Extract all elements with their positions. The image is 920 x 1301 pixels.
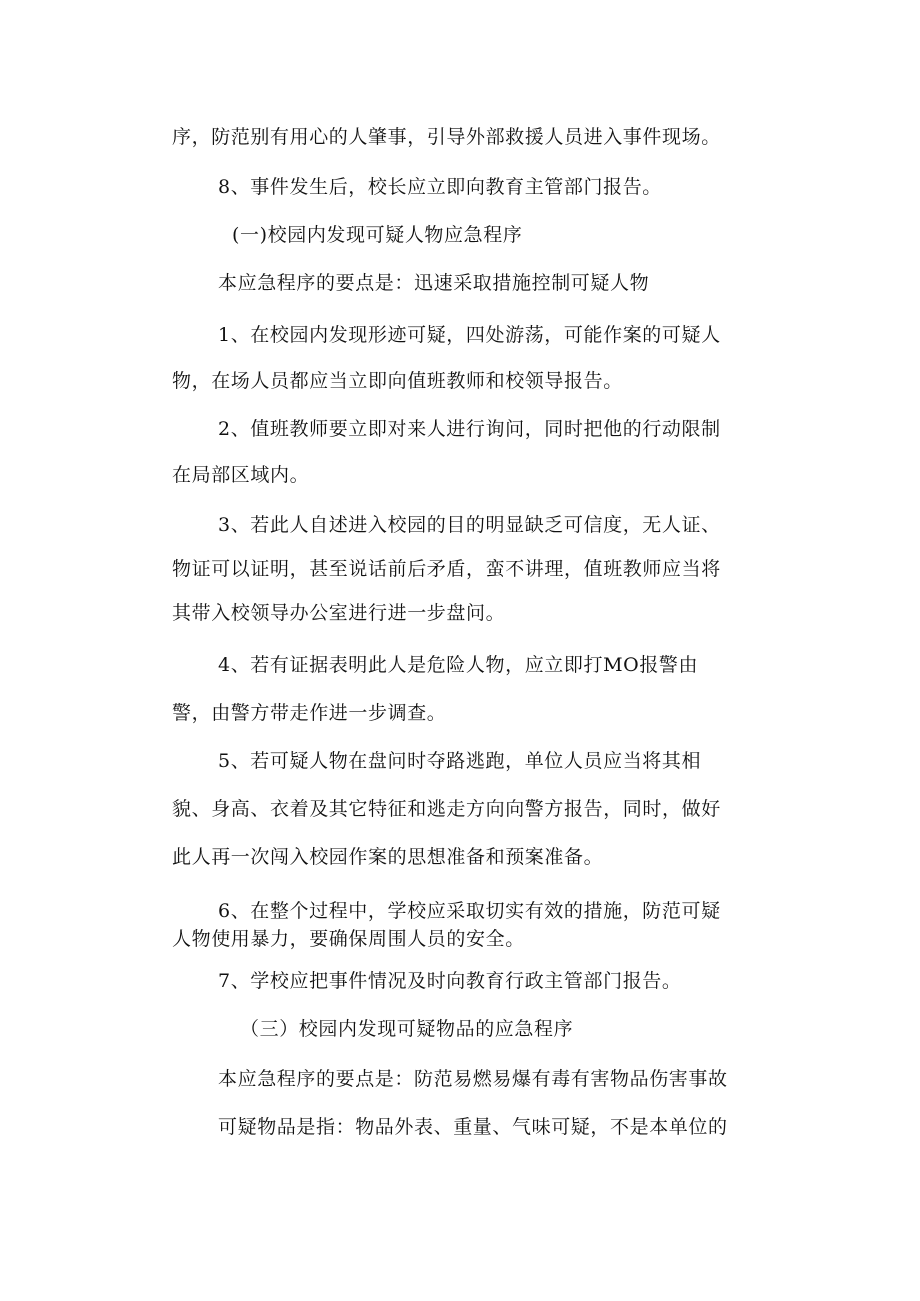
text-line: 8、事件发生后，校长应立即向教育主管部门报告。 (218, 176, 662, 198)
text-line: 物证可以证明，甚至说话前后矛盾，蛮不讲理，值班教师应当将 (172, 558, 721, 580)
text-line: 本应急程序的要点是：防范易燃易爆有毒有害物品伤害事故 (218, 1068, 728, 1090)
text-line: 其带入校领导办公室进行进一步盘问。 (172, 602, 506, 624)
text-line: 本应急程序的要点是：迅速采取措施控制可疑人物 (218, 272, 650, 294)
section-heading: （三）校园内发现可疑物品的应急程序 (240, 1018, 574, 1040)
text-line: 可疑物品是指：物品外表、重量、气味可疑，不是本单位的 (218, 1116, 728, 1138)
text-line: 1、在校园内发现形迹可疑，四处游荡，可能作案的可疑人 (218, 324, 721, 346)
text-line: 此人再一次闯入校园作案的思想准备和预案准备。 (172, 846, 604, 868)
text-line: 7、学校应把事件情况及时向教育行政主管部门报告。 (218, 970, 682, 992)
text-line: 在局部区域内。 (172, 464, 310, 486)
text-line: 6、在整个过程中，学校应采取切实有效的措施，防范可疑 (218, 900, 721, 922)
section-heading: (一)校园内发现可疑人物应急程序 (232, 224, 523, 246)
text-line: 序，防范别有用心的人肇事，引导外部救援人员进入事件现场。 (172, 126, 721, 148)
text-line: 警，由警方带走作进一步调查。 (172, 702, 447, 724)
text-line: 3、若此人自述进入校园的目的明显缺乏可信度，无人证、 (218, 514, 721, 536)
text-line: 2、值班教师要立即对来人进行询问，同时把他的行动限制 (218, 418, 721, 440)
text-line: 物，在场人员都应当立即向值班教师和校领导报告。 (172, 370, 623, 392)
text-line: 5、若可疑人物在盘问时夺路逃跑，单位人员应当将其相 (218, 750, 702, 772)
text-line: 人物使用暴力，要确保周围人员的安全。 (172, 928, 525, 950)
text-line: 貌、身高、衣着及其它特征和逃走方向向警方报告，同时，做好 (172, 798, 721, 820)
text-line: 4、若有证据表明此人是危险人物，应立即打MO报警由 (218, 654, 699, 676)
